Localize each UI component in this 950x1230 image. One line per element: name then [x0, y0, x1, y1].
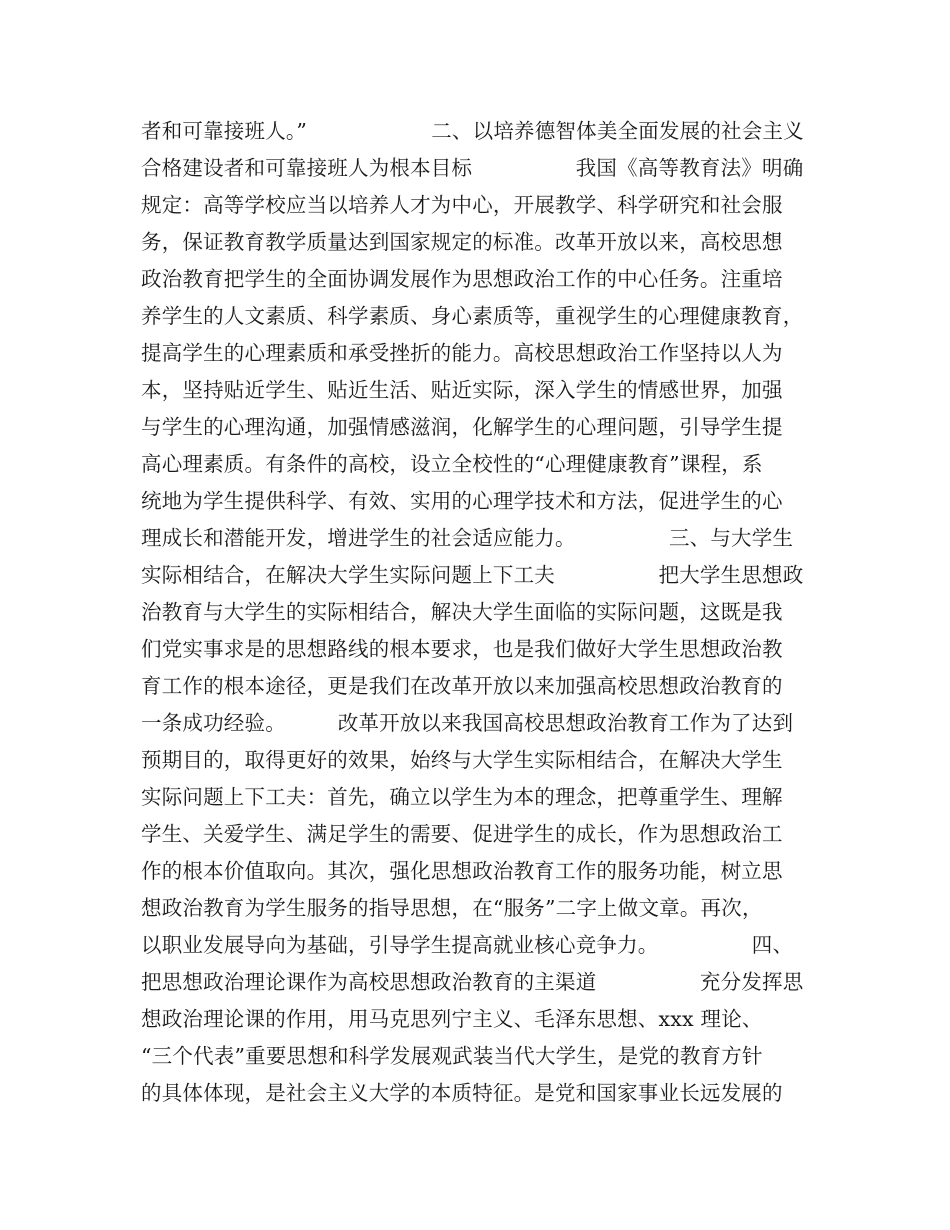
text-line: 统地为学生提供科学、有效、实用的心理学技术和方法，促进学生的心 — [141, 489, 783, 513]
text-line: 预期目的，取得更好的效果，始终与大学生实际相结合，在解决大学生 — [141, 748, 783, 772]
text-line: 合格建设者和可靠接班人为根本目标 我国《高等教育法》明确 — [141, 156, 804, 180]
text-line: 政治教育把学生的全面协调发展作为思想政治工作的中心任务。注重培 — [141, 267, 783, 291]
text-line: 理成长和潜能开发，增进学生的社会适应能力。 三、与大学生 — [141, 526, 794, 550]
text-line: “三个代表”重要思想和科学发展观武装当代大学生，是党的教育方针 — [141, 1044, 763, 1068]
text-line: 养学生的人文素质、科学素质、身心素质等，重视学生的心理健康教育， — [141, 304, 804, 328]
text-line: 本，坚持贴近学生、贴近生活、贴近实际，深入学生的情感世界，加强 — [141, 378, 783, 402]
text-line: 把思想政治理论课作为高校思想政治教育的主渠道 充分发挥思 — [141, 970, 804, 994]
text-line: 育工作的根本途径，更是我们在改革开放以来加强高校思想政治教育的 — [141, 674, 783, 698]
text-line: 高心理素质。有条件的高校，设立全校性的“心理健康教育”课程，系 — [141, 452, 763, 476]
text-line: 以职业发展导向为基础，引导学生提高就业核心竞争力。 四、 — [141, 933, 794, 957]
text-line: 想政治理论课的作用，用马克思列宁主义、毛泽东思想、xxx 理论、 — [141, 1007, 763, 1031]
text-line: 的具体体现，是社会主义大学的本质特征。是党和国家事业长远发展的 — [141, 1081, 783, 1105]
text-line: 规定：高等学校应当以培养人才为中心，开展教学、科学研究和社会服 — [141, 193, 783, 217]
text-line: 与学生的心理沟通，加强情感滋润，化解学生的心理问题，引导学生提 — [141, 415, 783, 439]
text-line: 实际问题上下工夫：首先，确立以学生为本的理念，把尊重学生、理解 — [141, 785, 783, 809]
text-line: 者和可靠接班人。” 二、以培养德智体美全面发展的社会主义 — [141, 119, 804, 143]
text-line: 务，保证教育教学质量达到国家规定的标准。改革开放以来，高校思想 — [141, 230, 783, 254]
text-line: 学生、关爱学生、满足学生的需要、促进学生的成长，作为思想政治工 — [141, 822, 783, 846]
text-line: 提高学生的心理素质和承受挫折的能力。高校思想政治工作坚持以人为 — [141, 341, 783, 365]
text-line: 实际相结合，在解决大学生实际问题上下工夫 把大学生思想政 — [141, 563, 804, 587]
text-line: 们党实事求是的思想路线的根本要求，也是我们做好大学生思想政治教 — [141, 637, 783, 661]
text-line: 治教育与大学生的实际相结合，解决大学生面临的实际问题，这既是我 — [141, 600, 783, 624]
text-line: 作的根本价值取向。其次，强化思想政治教育工作的服务功能，树立思 — [141, 859, 783, 883]
text-line: 想政治教育为学生服务的指导思想，在“服务”二字上做文章。再次， — [141, 896, 763, 920]
document-body — [141, 113, 831, 1112]
text-line: 一条成功经验。 改革开放以来我国高校思想政治教育工作为了达到 — [141, 711, 794, 735]
